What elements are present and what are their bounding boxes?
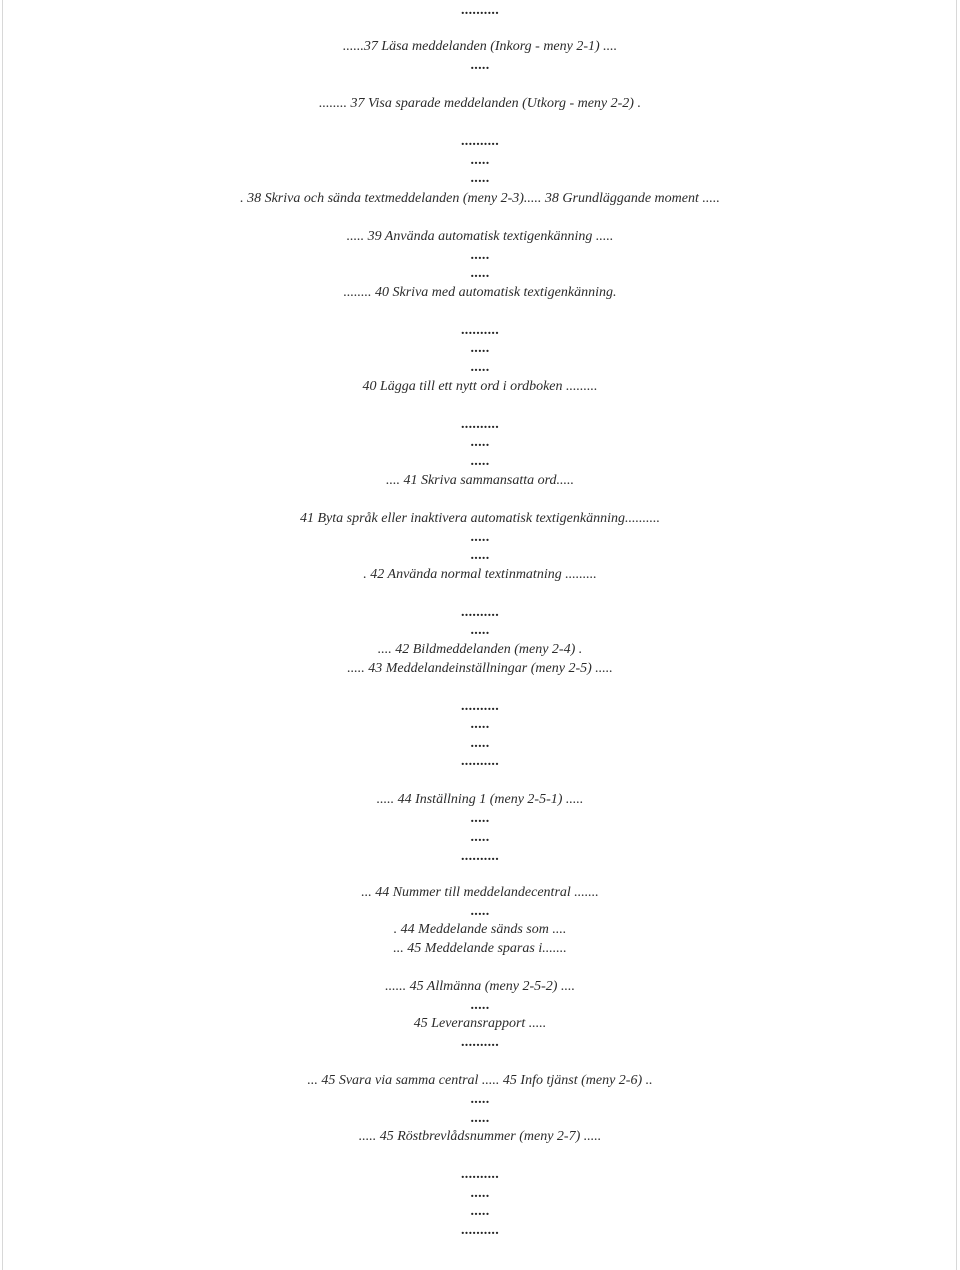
toc-entry: ..... 43 Meddelandeinställningar (meny 2-5) ..... (347, 661, 613, 676)
dot-leader-line: .......... (461, 605, 499, 620)
toc-entry: . 42 Använda normal textinmatning ......... (363, 567, 597, 582)
toc-entry: ...... 45 Allmänna (meny 2-5-2) .... (385, 979, 575, 994)
dot-leader-line: ..... (470, 811, 490, 826)
dot-leader-line: ..... (470, 623, 490, 638)
toc-entry: ........ 37 Visa sparade meddelanden (Utkorg - meny 2-2) . (319, 96, 641, 111)
dot-leader-line: ..... (470, 717, 490, 732)
dot-leader-line: .......... (461, 1035, 499, 1050)
dot-leader-line: ..... (470, 1204, 490, 1219)
dot-leader-line: ..... (470, 266, 490, 281)
toc-entry: ..... 44 Inställning 1 (meny 2-5-1) ..... (376, 792, 584, 807)
toc-entry: ... 44 Nummer till meddelandecentral ....... (361, 885, 599, 900)
dot-leader-line: .......... (461, 1167, 499, 1182)
dot-leader-line: ..... (470, 530, 490, 545)
toc-entry: ..... 45 Röstbrevlådsnummer (meny 2-7) ..... (358, 1129, 602, 1144)
dot-leader-line: .......... (461, 754, 499, 769)
dot-leader-line: ..... (470, 830, 490, 845)
toc-entry: .... 42 Bildmeddelanden (meny 2-4) . (377, 642, 583, 657)
dot-leader-line: .......... (461, 3, 499, 18)
dot-leader-line: ..... (470, 58, 490, 73)
toc-entry: 41 Byta språk eller inaktivera automatisk textigenkänning.......... (299, 511, 661, 526)
toc-entry: .... 41 Skriva sammansatta ord..... (385, 473, 575, 488)
toc-entry: ........ 40 Skriva med automatisk textigenkänning. (343, 285, 617, 300)
toc-entry: ... 45 Svara via samma central ..... 45 Info tjänst (meny 2-6) .. (307, 1073, 653, 1088)
toc-entry: 40 Lägga till ett nytt ord i ordboken ......... (362, 379, 598, 394)
dot-leader-line: .......... (461, 417, 499, 432)
toc-entry: . 44 Meddelande sänds som .... (393, 922, 567, 937)
dot-leader-line: ..... (470, 454, 490, 469)
toc-entry: ......37 Läsa meddelanden (Inkorg - meny 2-1) .... (342, 39, 618, 54)
toc-entry: ... 45 Meddelande sparas i....... (393, 941, 567, 956)
dot-leader-line: ..... (470, 736, 490, 751)
toc-entry: ..... 39 Använda automatisk textigenkänning ..... (346, 229, 614, 244)
dot-leader-line: .......... (461, 323, 499, 338)
dot-leader-line: .......... (461, 849, 499, 864)
toc-entry: . 38 Skriva och sända textmeddelanden (meny 2-3)..... 38 Grundläggande moment ..... (240, 191, 720, 206)
dot-leader-line: .......... (461, 699, 499, 714)
dot-leader-line: ..... (470, 341, 490, 356)
dot-leader-line: ..... (470, 998, 490, 1013)
dot-leader-line: .......... (461, 134, 499, 149)
dot-leader-line: ..... (470, 548, 490, 563)
dot-leader-line: ..... (470, 1186, 490, 1201)
dot-leader-line: ..... (470, 171, 490, 186)
dot-leader-line: ..... (470, 1111, 490, 1126)
dot-leader-line: ..... (470, 360, 490, 375)
dot-leader-line: ..... (470, 904, 490, 919)
dot-leader-line: ..... (470, 153, 490, 168)
dot-leader-line: ..... (470, 435, 490, 450)
dot-leader-line: ..... (470, 1092, 490, 1107)
dot-leader-line: .......... (461, 1223, 499, 1238)
toc-entry: 45 Leveransrapport ..... (413, 1016, 547, 1031)
dot-leader-line: ..... (470, 248, 490, 263)
